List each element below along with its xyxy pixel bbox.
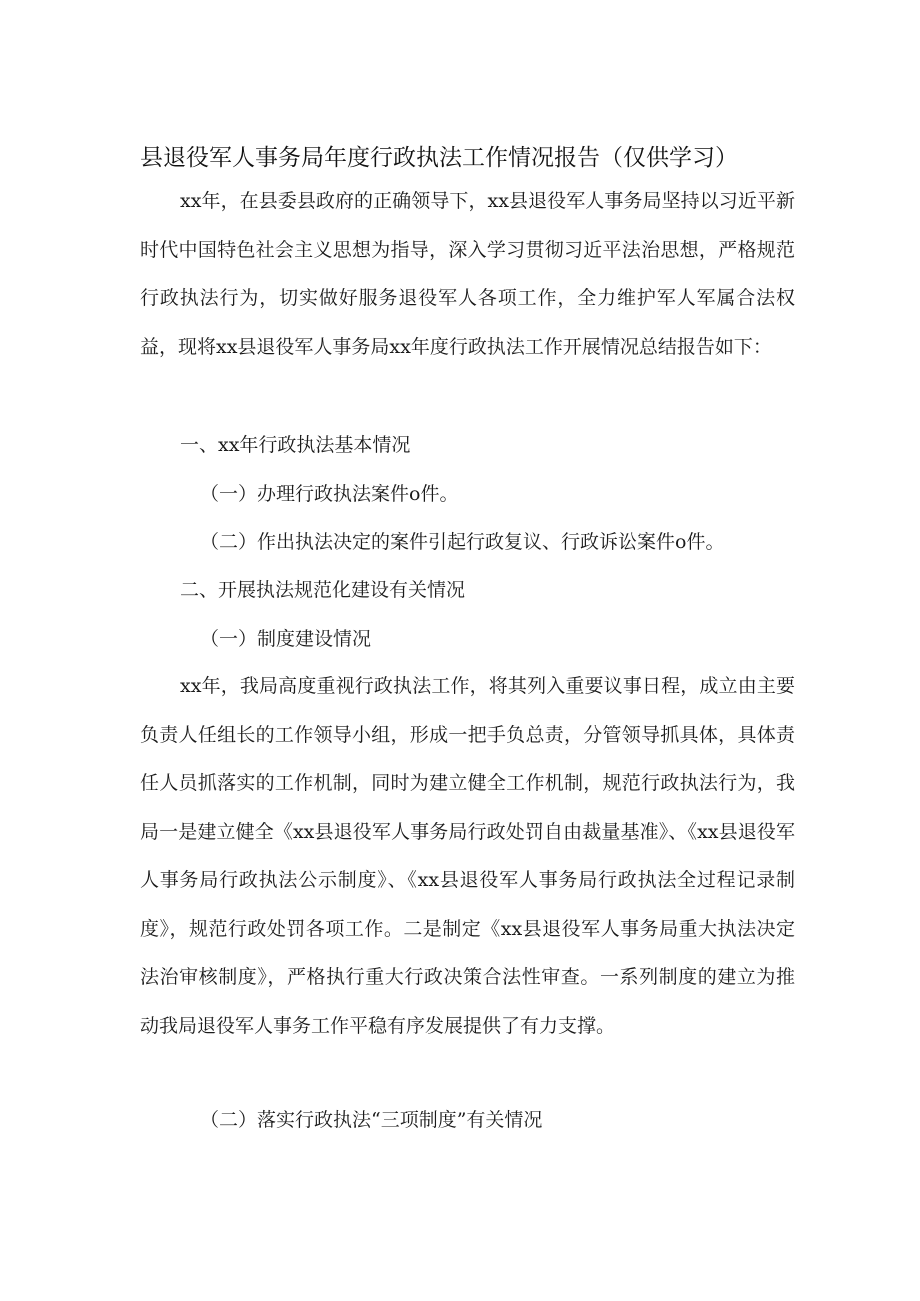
- section-1-item-2: （二）作出执法决定的案件引起行政复议、行政诉讼案件o件。: [200, 531, 725, 553]
- section-2-subheading-1: （一）制度建设情况: [200, 628, 372, 650]
- intro-paragraph: xx年，在县委县政府的正确领导下，xx县退役军人事务局坚持以习近平新时代中国特色社会主义思想为指导，深入学习贯彻习近平法治思想，严格规范行政执法行为，切实做好服务退役军人各项工作，全力维护军人军属合法权益，现将xx县退役军人事务局xx年度行政执法工作开展情况总结报告如下：: [140, 190, 795, 358]
- section-2-sub-1-paragraph: xx年，我局高度重视行政执法工作，将其列入重要议事日程，成立由主要负责人任组长的工作领导小组，形成一把手负总责，分管领导抓具体，具体责任人员抓落实的工作机制，同时为建立健全工作机制，规范行政执法行为，我局一是建立健全《xx县退役军人事务局行政处罚自由裁量基准》、《xx县退役军人事务局行政执法公示制度》、《xx县退役军人事务局行政执法全过程记录制度》，规范行政处罚各项工作。二是制定《xx县退役军人事务局重大执法决定法治审核制度》，严格执行重大行政决策合法性审查。一系列制度的建立为推动我局退役军人事务工作平稳有序发展提供了有力支撑。: [140, 675, 795, 1037]
- section-2-heading: 二、开展执法规范化建设有关情况: [180, 579, 466, 601]
- section-2-subheading-2: （二）落实行政执法“三项制度”有关情况: [200, 1109, 543, 1131]
- section-1-item-1: （一）办理行政执法案件o件。: [200, 483, 459, 505]
- document-title: 县退役军人事务局年度行政执法工作情况报告（仅供学习）: [140, 145, 738, 171]
- section-1-heading: 一、xx年行政执法基本情况: [180, 434, 411, 456]
